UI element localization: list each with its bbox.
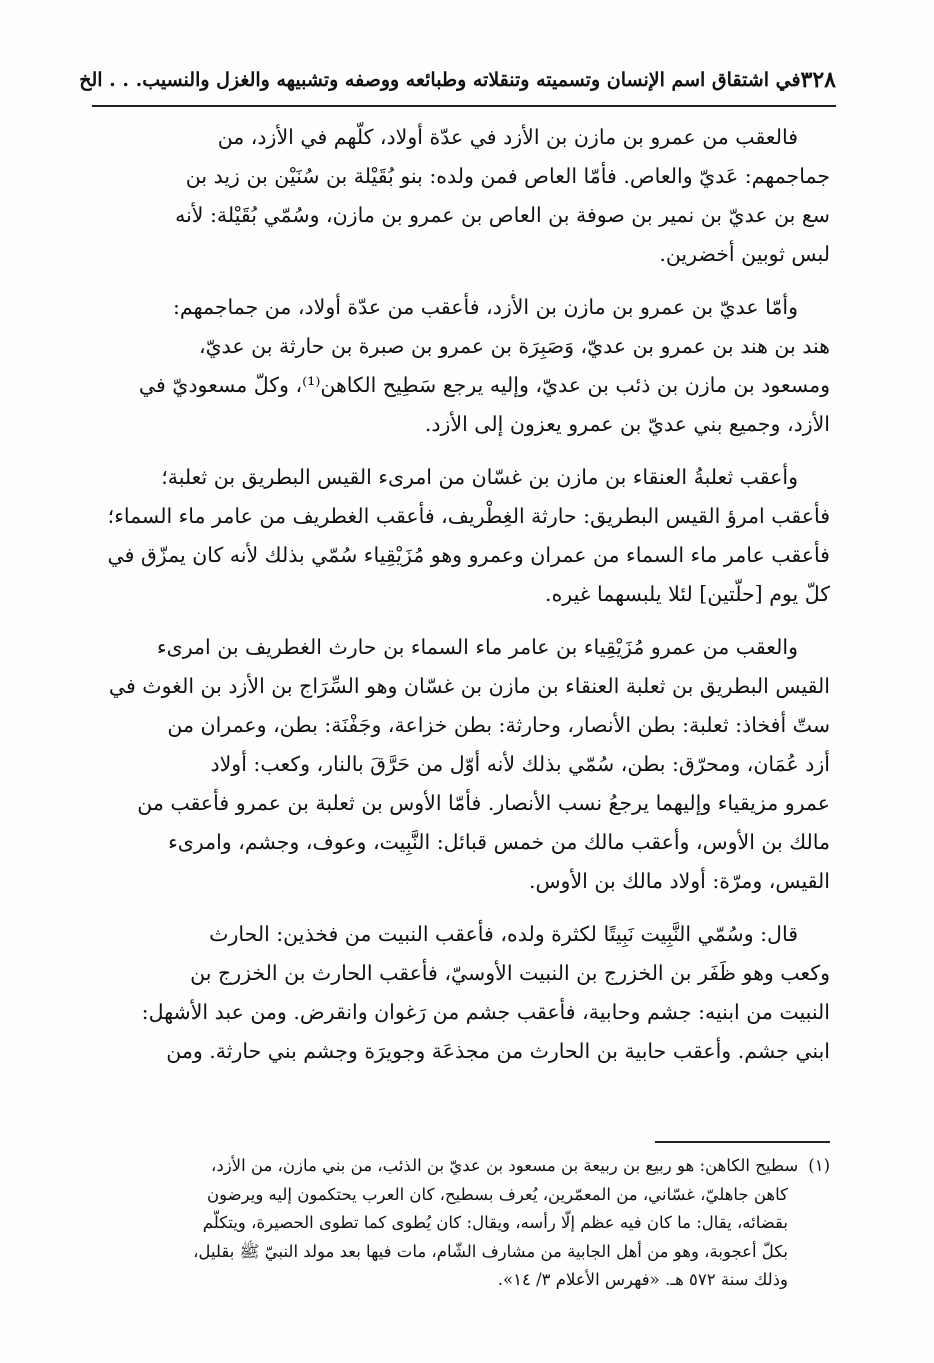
footnote-line: بقضائه، يقال: ما كان فيه عظم إلّا رأسه، ويقال: كان يُطوى كما تطوى الحصيرة، ويتكلّم: [202, 1213, 788, 1232]
text-line: القيس، ومرّة: أولاد مالك بن الأوس.: [529, 869, 830, 893]
text-line: النبيت من ابنيه: جشم وحابية، فأعقب جشم من رَغوان وانقرض. ومن عبد الأشهل:: [141, 1000, 830, 1024]
text-line: وأعقب ثعلبةُ العنقاء بن مازن بن غسّان من امرىء القيس البطريق بن ثعلبة؛: [161, 465, 798, 489]
text-line: مالك بن الأوس، وأعقب مالك من خمس قبائل: النَّبِيت، وعوف، وجشم، وامرىء: [168, 830, 830, 854]
text-line: هند بن هند بن عمرو بن عديّ، وَصَبِرَة بن عمرو بن صبرة بن حارثة بن عديّ،: [198, 334, 830, 358]
footnote-rule: [655, 1141, 830, 1143]
text-line: عمرو مزيقياء وإليهما يرجعُ نسب الأنصار. فأمّا الأوس بن ثعلبة بن عمرو فأعقب من: [137, 791, 830, 815]
footnote: [96, 1152, 830, 1295]
footnote-line: كاهن جاهليّ، غسّاني، من المعمّرين، يُعرف بسطيح، كان العرب يحتكمون إليه ويرضون: [206, 1184, 788, 1204]
text-line: القيس البطريق بن ثعلبة العنقاء بن مازن بن غسّان وهو السِّرَاج بن الأزد بن الغوث في: [108, 674, 830, 698]
text-line: ستّ أفخاذ: ثعلبة: بطن الأنصار، وحارثة: بطن خزاعة، وجَفْنَة: بطن، وعمران من: [167, 713, 830, 737]
text-line: فالعقب من عمرو بن مازن بن الأزد في عدّة أولاد، كلّهم في الأزد، من: [217, 125, 798, 149]
paragraph: [96, 288, 830, 444]
paragraph: [96, 628, 830, 901]
footnote-line: وذلك سنة ٥٧٢ هـ. «فهرس الأعلام ٣/ ١٤».: [497, 1270, 788, 1289]
text-line: سع بن عديّ بن نمير بن صوفة بن العاص بن عمرو بن مازن، وسُمّي بُقَيْلة: لأنه: [175, 203, 830, 227]
text-line: الأزد، وجميع بني عديّ بن عمرو يعزون إلى الأزد.: [424, 412, 830, 436]
main-text: [96, 118, 830, 1085]
paragraph: [96, 458, 830, 614]
text-line: وكعب وهو ظَفَر بن الخزرج بن النبيت الأوسيّ، فأعقب الحارث بن الخزرج بن: [190, 961, 830, 985]
page-header: [79, 58, 836, 102]
text-line: ابني جشم. وأعقب حابية بن الحارث من مجذعَة وجويرَة وجشم بني حارثة. ومن: [166, 1039, 830, 1063]
running-title: في اشتقاق اسم الإنسان وتسميته وتنقلاته وطبائعه ووصفه وتشبيهه والغزل والنسيب. . . الخ: [79, 69, 801, 91]
text-line: فأعقب امرؤ القيس البطريق: حارثة الغِطْريف، فأعقب الغطريف من عامر ماء السماء؛: [107, 504, 830, 528]
text-line: ومسعود بن مازن بن ذئب بن عديّ، وإليه يرجع سَطِيح الكاهن⁽¹⁾، وكلّ مسعوديّ في: [138, 373, 830, 397]
header-rule: [92, 105, 836, 107]
text-line: فأعقب عامر ماء السماء من عمران وعمرو وهو مُزَيْقِياء سُمّي بذلك لأنه كان يمزّق في: [107, 543, 830, 567]
text-line: لبس ثوبين أخضرين.: [659, 242, 830, 266]
text-line: كلّ يوم [حلّتين] لئلا يلبسهما غيره.: [545, 582, 830, 606]
text-line: قال: وسُمّي النَّبِيت نَبِيتًا لكثرة ولده، فأعقب النبيت من فخذين: الحارث: [209, 922, 798, 946]
text-line: وأمّا عديّ بن عمرو بن مازن بن الأزد، فأعقب من عدّة أولاد، من جماجمهم:: [172, 295, 798, 319]
text-line: أزد عُمَان، ومحرّق: بطن، سُمّي بذلك لأنه أوّل من حَرَّقَ بالنار، وكعب: أولاد: [210, 752, 830, 776]
paragraph: [96, 118, 830, 274]
footnote-marker: (١): [808, 1156, 830, 1175]
text-line: جماجمهم: عَديّ والعاص. فأمّا العاص فمن ولده: بنو بُقَيْلة بن سُنَيْن بن زيد بن: [185, 164, 830, 188]
footnote-text: سطيح الكاهن: هو ربيع بن ربيعة بن مسعود بن عديّ بن الذئب، من بني مازن، من الأزد،: [211, 1156, 799, 1175]
footnote-line: بكلّ أعجوبة، وهو من أهل الجابية من مشارف الشّام، مات فيها بعد مولد النبيّ ﷺ بقليل،: [193, 1241, 788, 1261]
paragraph: [96, 915, 830, 1071]
text-line: والعقب من عمرو مُزَيْقِياء بن عامر ماء السماء بن حارث الغطريف بن امرىء: [157, 635, 798, 659]
page-number: ٣٢٨: [800, 67, 836, 93]
footnote-line: [96, 1152, 830, 1181]
